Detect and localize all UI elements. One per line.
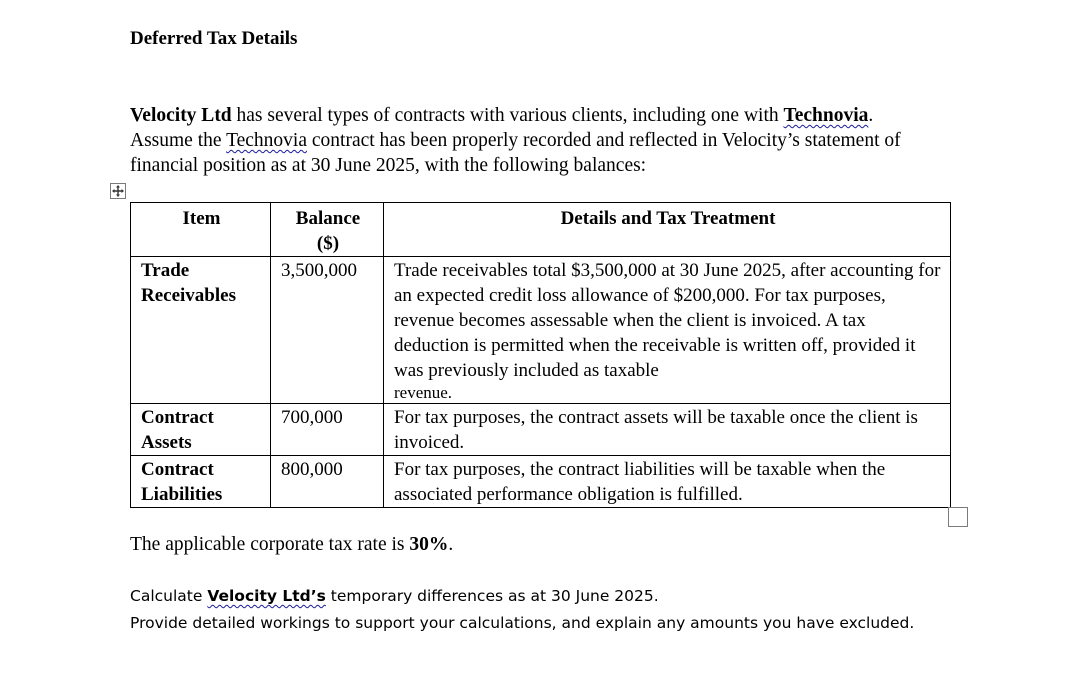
row-balance: 3,500,000 (271, 257, 384, 404)
tax-balances-table (130, 202, 951, 508)
row-item-line2: Liabilities (141, 484, 223, 505)
intro-paragraph (130, 103, 930, 178)
client-name-2: Technovia (226, 130, 307, 151)
tax-rate-text: The applicable corporate tax rate is (130, 534, 410, 555)
row-details: For tax purposes, the contract assets will be taxable once the client is invoiced. (384, 404, 951, 456)
task-line-1 (130, 583, 914, 610)
intro-text-3: contract has been properly recorded and reflected in Velocity’s statement of financial position as at 30 June 2025, with the following balances: (130, 130, 901, 176)
row-item (131, 456, 271, 508)
header-balance-line1: Balance (295, 208, 361, 229)
header-details: Details and Tax Treatment (384, 203, 951, 257)
header-balance-line2: ($) (316, 233, 340, 254)
task-line1-start: Calculate (130, 587, 208, 605)
table-resize-handle[interactable] (948, 507, 968, 527)
intro-text-1: has several types of contracts with various clients, including one with (231, 105, 784, 126)
company-name: Velocity Ltd (130, 105, 232, 126)
row-item-line1: Contract (141, 407, 214, 428)
row-item-line1: Contract (141, 459, 214, 480)
table-header-row (131, 203, 951, 257)
row-details (384, 257, 951, 404)
row-details-text: Trade receivables total $3,500,000 at 30 June 2025, after accounting for an expected credit loss allowance of $200,000. For tax purposes, revenue becomes assessable when the client is invoiced. A tax deduction is permitted when the receivable is written off, provided it was previously included as taxable (394, 260, 941, 381)
intro-text-2: . Assume the (130, 105, 874, 151)
row-item (131, 257, 271, 404)
table-move-handle[interactable] (110, 183, 126, 199)
header-item: Item (131, 203, 271, 257)
table-row (131, 257, 951, 404)
row-details-tail: revenue. (394, 383, 453, 402)
tax-rate-end: . (448, 534, 454, 555)
client-name: Technovia (783, 105, 869, 126)
row-item-line2: Receivables (141, 285, 236, 306)
row-item (131, 404, 271, 456)
row-balance: 800,000 (271, 456, 384, 508)
table-row (131, 404, 951, 456)
task-line1-end: temporary differences as at 30 June 2025. (325, 587, 659, 605)
row-item-line2: Assets (141, 432, 192, 453)
move-arrows-icon (112, 185, 124, 197)
row-item-line1: Trade (141, 260, 190, 281)
row-details: For tax purposes, the contract liabilities will be taxable when the associated performance obligation is fulfilled. (384, 456, 951, 508)
header-balance (271, 203, 384, 257)
task-line-2: Provide detailed workings to support your calculations, and explain any amounts you have excluded. (130, 614, 915, 632)
task-instructions (130, 583, 914, 637)
tax-rate-value: 30% (409, 534, 449, 555)
table-row (131, 456, 951, 508)
tax-rate-paragraph (130, 534, 453, 556)
row-balance: 700,000 (271, 404, 384, 456)
page-title: Deferred Tax Details (130, 28, 298, 49)
task-company-name: Velocity Ltd’s (207, 587, 326, 605)
